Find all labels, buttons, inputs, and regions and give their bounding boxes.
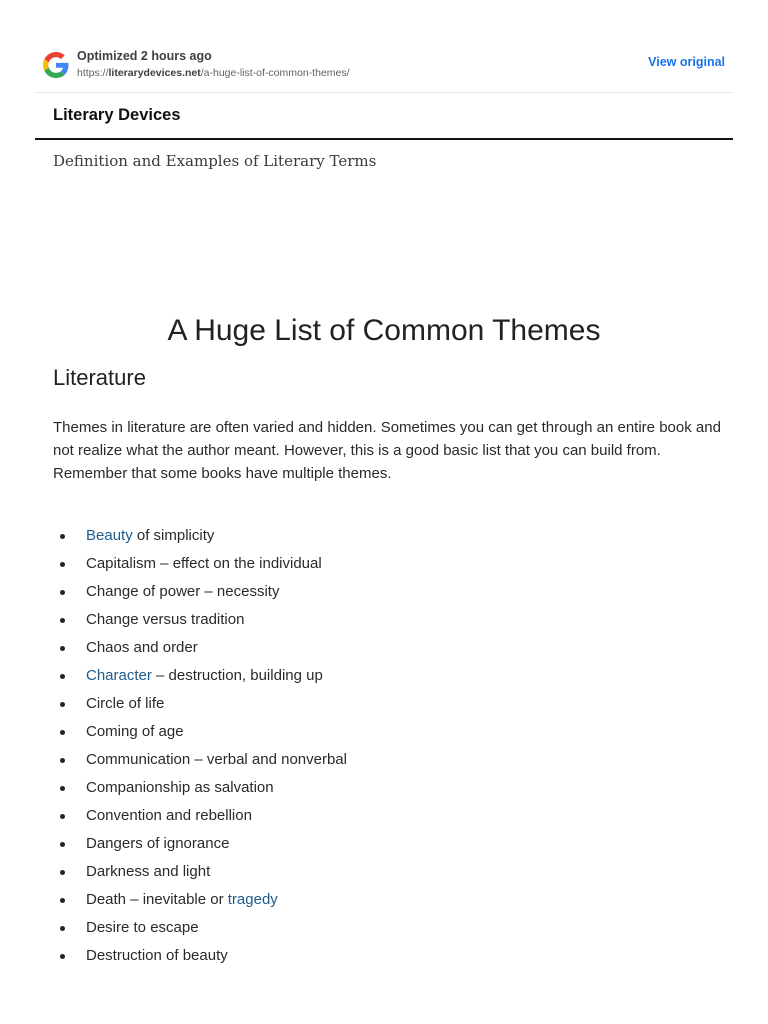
theme-list xyxy=(53,524,733,972)
list-item: Communication – verbal and nonverbal xyxy=(53,748,733,776)
page-url: https://literarydevices.net/a-huge-list-of-common-themes/ xyxy=(77,67,350,79)
list-item: Character – destruction, building up xyxy=(53,664,733,692)
site-header xyxy=(35,96,733,140)
page-title: A Huge List of Common Themes xyxy=(167,314,601,347)
list-item: Coming of age xyxy=(53,720,733,748)
tragedy-link[interactable]: tragedy xyxy=(227,891,278,908)
list-item: Beauty of simplicity xyxy=(53,524,733,552)
intro-paragraph: Themes in literature are often varied and hidden. Sometimes you can get through an entire book and not realize what the author meant. However, this is a good basic list that you can build from. Remember that some books have multiple themes. xyxy=(53,419,721,482)
list-item: Convention and rebellion xyxy=(53,804,733,832)
list-item: Chaos and order xyxy=(53,636,733,664)
list-item: Dangers of ignorance xyxy=(53,832,733,860)
list-item: Death – inevitable or tragedy xyxy=(53,888,733,916)
beauty-link[interactable]: Beauty xyxy=(86,527,133,544)
google-g-icon xyxy=(43,52,69,78)
site-title[interactable]: Literary Devices xyxy=(53,106,181,124)
list-item: Change versus tradition xyxy=(53,608,733,636)
character-link[interactable]: Character xyxy=(86,667,152,684)
list-item: Darkness and light xyxy=(53,860,733,888)
list-item: Change of power – necessity xyxy=(53,580,733,608)
list-item: Companionship as salvation xyxy=(53,776,733,804)
list-item: Capitalism – effect on the individual xyxy=(53,552,733,580)
list-item: Circle of life xyxy=(53,692,733,720)
site-tagline: Definition and Examples of Literary Terms xyxy=(53,152,377,170)
amp-viewer-header xyxy=(35,38,733,93)
list-item: Desire to escape xyxy=(53,916,733,944)
section-heading: Literature xyxy=(53,365,146,390)
view-original-link[interactable]: View original xyxy=(648,55,725,69)
optimized-status: Optimized 2 hours ago xyxy=(77,49,212,63)
list-item: Destruction of beauty xyxy=(53,944,733,972)
